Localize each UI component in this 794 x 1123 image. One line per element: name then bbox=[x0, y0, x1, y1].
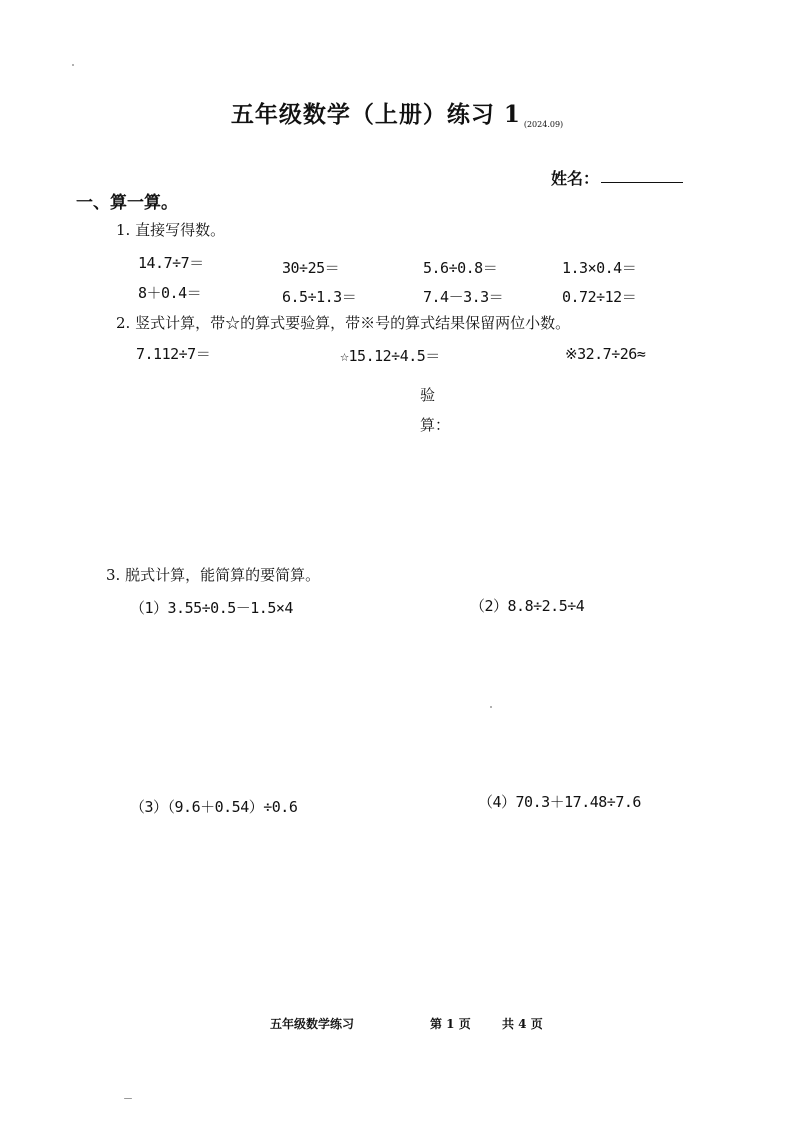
oral-calc-1: 14.7÷7＝ bbox=[138, 254, 204, 272]
vertical-calc-2: ☆15.12÷4.5＝ bbox=[340, 347, 440, 365]
oral-calc-2: 30÷25＝ bbox=[282, 259, 340, 277]
scan-speck bbox=[124, 1098, 132, 1099]
oral-calc-6: 6.5÷1.3＝ bbox=[282, 288, 357, 306]
oral-calc-8: 0.72÷12＝ bbox=[562, 288, 637, 306]
oral-calc-3: 5.6÷0.8＝ bbox=[423, 259, 498, 277]
title-date: (2024.09) bbox=[523, 120, 564, 129]
step-calc-1: （1）3.55÷0.5－1.5×4 bbox=[130, 599, 293, 617]
title-text: 五年级数学（上册）练习 1 bbox=[230, 101, 521, 128]
vertical-calc-1: 7.112÷7＝ bbox=[136, 345, 211, 363]
question-1-label: 1. 直接写得数。 bbox=[116, 221, 226, 239]
footer-total: 共 4 页 bbox=[502, 1017, 543, 1031]
step-calc-3: （3）（9.6＋0.54）÷0.6 bbox=[130, 798, 298, 816]
vertical-calc-3: ※32.7÷26≈ bbox=[565, 345, 646, 363]
scan-speck bbox=[490, 706, 492, 708]
page-title bbox=[0, 96, 794, 129]
step-calc-2: （2）8.8÷2.5÷4 bbox=[470, 597, 585, 615]
step-calc-4: （4）70.3＋17.48÷7.6 bbox=[478, 793, 641, 811]
name-blank-line[interactable] bbox=[601, 182, 683, 183]
section-1-heading: 一、算一算。 bbox=[76, 193, 178, 213]
scan-speck bbox=[72, 64, 74, 66]
verify-label-bottom: 算： bbox=[420, 416, 451, 434]
question-3-label: 3. 脱式计算，能简算的要简算。 bbox=[106, 566, 321, 584]
oral-calc-5: 8＋0.4＝ bbox=[138, 284, 202, 302]
name-label: 姓名： bbox=[551, 169, 600, 188]
footer-page: 第 1 页 bbox=[430, 1017, 471, 1031]
footer-title: 五年级数学练习 bbox=[270, 1017, 355, 1031]
oral-calc-7: 7.4－3.3＝ bbox=[423, 288, 504, 306]
oral-calc-4: 1.3×0.4＝ bbox=[562, 259, 637, 277]
question-2-label: 2. 竖式计算，带☆的算式要验算，带※号的算式结果保留两位小数。 bbox=[116, 314, 571, 332]
verify-label-top: 验 bbox=[420, 386, 436, 404]
